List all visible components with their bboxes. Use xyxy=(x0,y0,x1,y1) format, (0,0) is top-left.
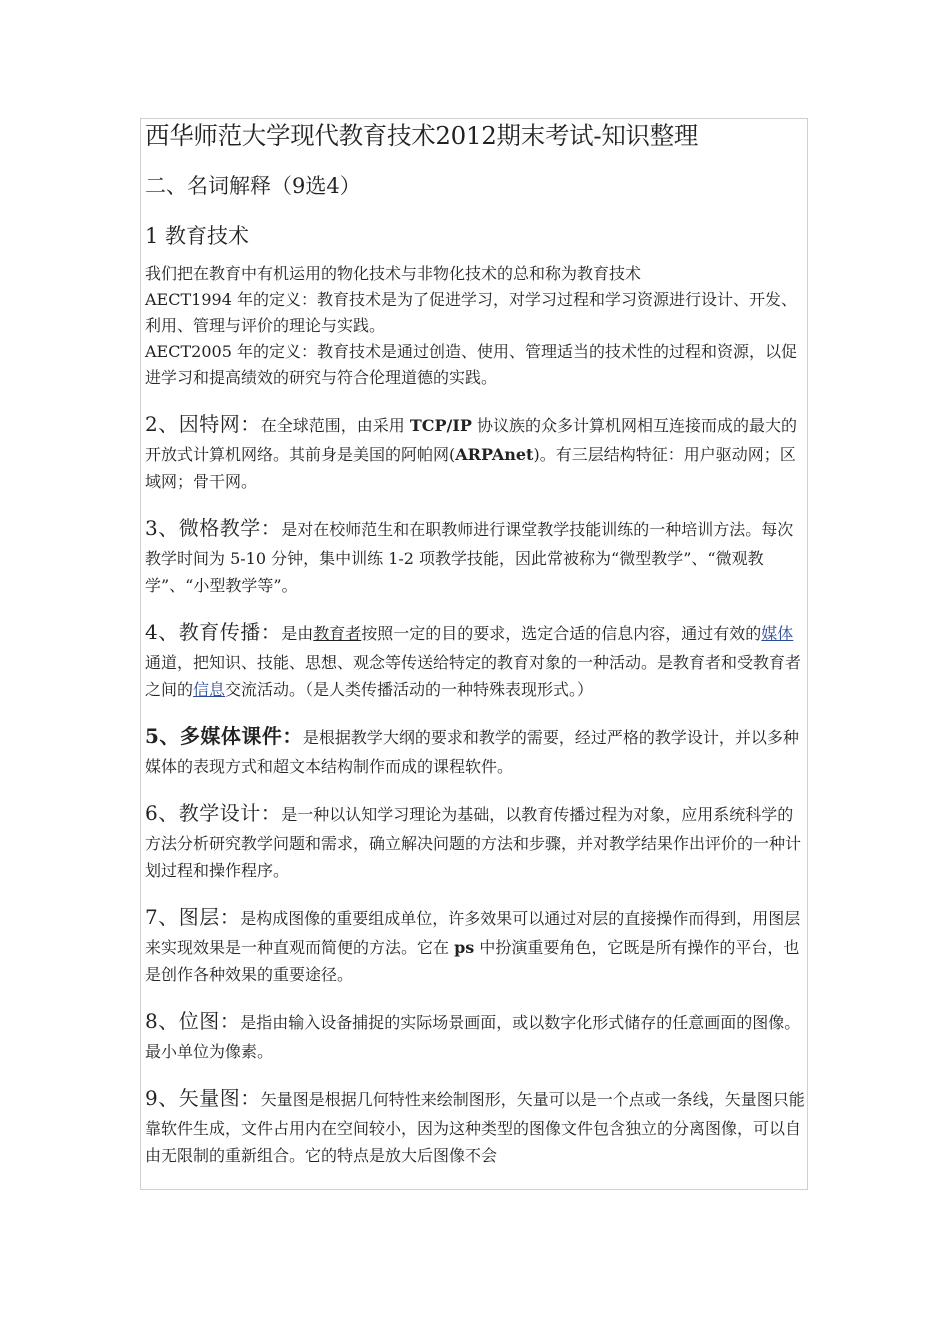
term-2-label: 2、因特网： xyxy=(145,412,261,436)
link-media[interactable]: 媒体 xyxy=(761,624,794,643)
term-1-para-a: 我们把在教育中有机运用的物化技术与非物化技术的总和称为教育技术 xyxy=(145,264,642,283)
term-4-def-a: 是由 xyxy=(281,624,314,643)
term-2-def-c: 协议族的众多计算机网相互连接而成的最大的开放式计算机网络。其前身是美国的阿帕网( xyxy=(145,416,797,464)
term-6-label: 6、教学设计： xyxy=(145,801,282,825)
term-2-def-e: )。有三层结构特征：用户驱动网；区域网；骨干网。 xyxy=(145,445,796,491)
term-9-label: 9、矢量图： xyxy=(145,1086,261,1110)
term-1-para-c: AECT2005 年的定义：教育技术是通过创造、使用、管理适当的技术性的过程和资源，以促进学习和提高绩效的研究与符合伦理道德的实践。 xyxy=(145,342,797,387)
term-4-def-e: 通道，把知识、技能、思想、观念等传送给特定的教育对象的一种活动。是教育者和受教育者之间的 xyxy=(145,653,802,699)
term-7 xyxy=(145,900,807,988)
term-1-para-b: AECT1994 年的定义：教育技术是为了促进学习，对学习过程和学习资源进行设计、开发、利用、管理与评价的理论与实践。 xyxy=(145,290,797,335)
term-6-def: 是一种以认知学习理论为基础，以教育传播过程为对象，应用系统科学的方法分析研究教学问题和需求，确立解决问题的方法和步骤，并对教学结果作出评价的一种计划过程和操作程序。 xyxy=(145,805,802,880)
term-6 xyxy=(145,796,807,884)
term-7-label: 7、图层： xyxy=(145,905,241,929)
term-4-def-c: 按照一定的目的要求，选定合适的信息内容，通过有效的 xyxy=(361,624,762,643)
term-8-def: 是指由输入设备捕捉的实际场景画面，或以数字化形式储存的任意画面的图像。最小单位为像素。 xyxy=(145,1013,801,1061)
term-9-def: 矢量图是根据几何特性来绘制图形，矢量可以是一个点或一条线，矢量图只能靠软件生成，文件占用内在空间较小，因为这种类型的图像文件包含独立的分离图像，可以自由无限制的重新组合。它的特点是放大后图像不会 xyxy=(145,1090,805,1165)
term-1-heading: 1 教育技术 xyxy=(145,224,250,248)
term-2 xyxy=(145,407,807,495)
document-title: 西华师范大学现代教育技术2012期末考试-知识整理 xyxy=(145,121,699,150)
term-5-def: 是根据教学大纲的要求和教学的需要，经过严格的教学设计，并以多种媒体的表现方式和超文本结构制作而成的课程软件。 xyxy=(145,728,799,776)
term-1-body xyxy=(145,261,807,391)
term-4-label: 4、教育传播： xyxy=(145,620,282,644)
term-8 xyxy=(145,1004,807,1065)
term-9 xyxy=(145,1081,807,1169)
term-2-def-d: ARPAnet xyxy=(455,445,534,464)
term-7-def-a: 是构成图像的重要组成单位，许多效果可以通过对层的直接操作而得到，用图层来实现效果是一种直观而简便的方法。它在 xyxy=(145,909,801,957)
term-3 xyxy=(145,511,807,599)
term-3-label: 3、微格教学： xyxy=(145,516,282,540)
document-content xyxy=(145,119,807,1185)
link-information[interactable]: 信息 xyxy=(193,680,226,699)
term-5 xyxy=(145,719,807,780)
section-heading: 二、名词解释（9选4） xyxy=(145,174,361,198)
term-2-def-a: 在全球范围，由采用 xyxy=(260,416,405,435)
term-7-def-b: ps xyxy=(454,938,475,957)
term-2-def-b: TCP/IP xyxy=(409,416,472,435)
term-4 xyxy=(145,615,807,703)
term-5-label: 5、多媒体课件： xyxy=(145,724,303,748)
document-frame xyxy=(140,118,808,1190)
term-8-label: 8、位图： xyxy=(145,1009,241,1033)
term-4-def-g: 交流活动。（是人类传播活动的一种特殊表现形式。） xyxy=(225,680,594,699)
term-3-def: 是对在校师范生和在职教师进行课堂教学技能训练的一种培训方法。每次教学时间为 5-10 分钟，集中训练 1-2 项教学技能，因此常被称为“微型教学”、“微观教学”、“小型教学等”。 xyxy=(145,520,794,595)
term-7-def-c: 中扮演重要角色，它既是所有操作的平台，也是创作各种效果的重要途径。 xyxy=(145,938,800,984)
link-educator[interactable]: 教育者 xyxy=(313,624,362,643)
